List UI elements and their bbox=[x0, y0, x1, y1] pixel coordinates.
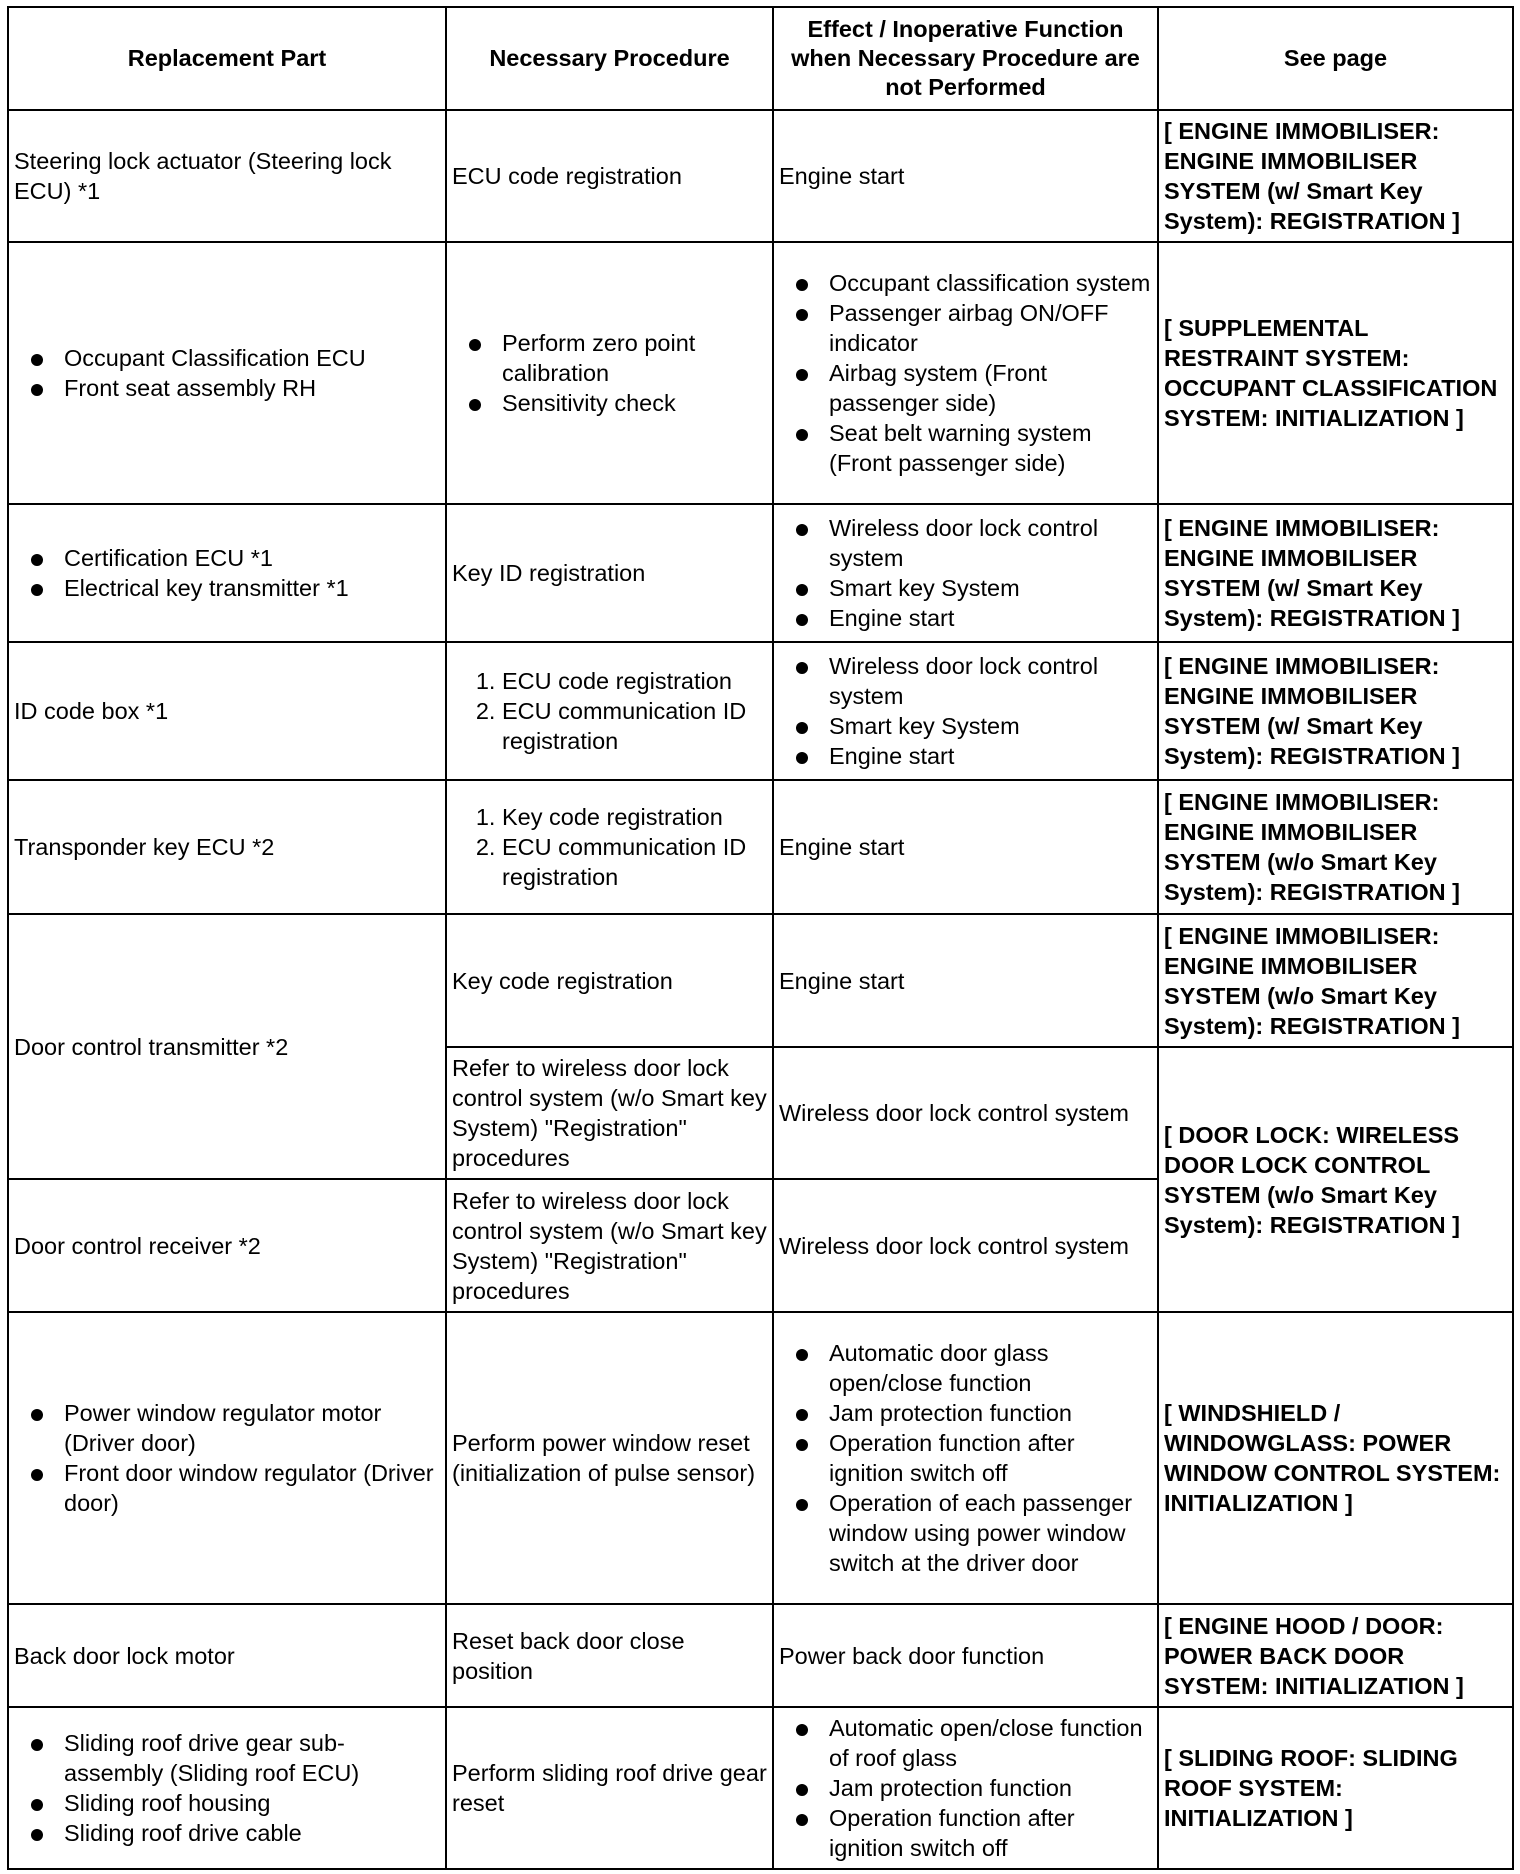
effect-cell bbox=[773, 642, 1158, 780]
list-item: Operation function after ignition switch off bbox=[829, 1428, 1152, 1488]
effect-cell: Wireless door lock control system bbox=[773, 1047, 1158, 1179]
header-row bbox=[8, 7, 1513, 110]
list-item: 2. ECU communication ID registration bbox=[502, 696, 767, 756]
see-page-cell: [ ENGINE IMMOBILISER: ENGINE IMMOBILISER SYSTEM (w/ Smart Key System): REGISTRATION ] bbox=[1158, 642, 1513, 780]
procedure-cell bbox=[446, 780, 773, 914]
part-list bbox=[14, 343, 440, 403]
effect-list bbox=[779, 651, 1152, 771]
table-row bbox=[8, 242, 1513, 504]
table-row bbox=[8, 780, 1513, 914]
see-page-cell: [ SUPPLEMENTAL RESTRAINT SYSTEM: OCCUPANT CLASSIFICATION SYSTEM: INITIALIZATION ] bbox=[1158, 242, 1513, 504]
replacement-part-cell bbox=[8, 504, 446, 642]
see-page-cell: [ ENGINE HOOD / DOOR: POWER BACK DOOR SYSTEM: INITIALIZATION ] bbox=[1158, 1604, 1513, 1707]
see-page-cell: [ DOOR LOCK: WIRELESS DOOR LOCK CONTROL SYSTEM (w/o Smart Key System): REGISTRATION ] bbox=[1158, 1047, 1513, 1312]
list-item: Electrical key transmitter *1 bbox=[64, 573, 440, 603]
list-item: Airbag system (Front passenger side) bbox=[829, 358, 1152, 418]
procedure-cell: Perform power window reset (initialization of pulse sensor) bbox=[446, 1312, 773, 1604]
effect-list bbox=[779, 1713, 1152, 1863]
see-page-cell: [ ENGINE IMMOBILISER: ENGINE IMMOBILISER SYSTEM (w/o Smart Key System): REGISTRATION ] bbox=[1158, 780, 1513, 914]
effect-cell: Engine start bbox=[773, 110, 1158, 242]
replacement-part-cell: Back door lock motor bbox=[8, 1604, 446, 1707]
list-item: Certification ECU *1 bbox=[64, 543, 440, 573]
table-row bbox=[8, 642, 1513, 780]
procedure-cell: Perform sliding roof drive gear reset bbox=[446, 1707, 773, 1869]
list-item: Engine start bbox=[829, 741, 1152, 771]
effect-list bbox=[779, 513, 1152, 633]
list-item: Seat belt warning system (Front passenger side) bbox=[829, 418, 1152, 478]
effect-cell: Power back door function bbox=[773, 1604, 1158, 1707]
replacement-part-cell bbox=[8, 1707, 446, 1869]
see-page-cell: [ ENGINE IMMOBILISER: ENGINE IMMOBILISER SYSTEM (w/o Smart Key System): REGISTRATION ] bbox=[1158, 914, 1513, 1047]
procedure-list bbox=[452, 328, 767, 418]
effect-list bbox=[779, 268, 1152, 478]
procedure-cell: Reset back door close position bbox=[446, 1604, 773, 1707]
list-item: Passenger airbag ON/OFF indicator bbox=[829, 298, 1152, 358]
list-item: Sliding roof housing bbox=[64, 1788, 440, 1818]
procedure-cell: Key code registration bbox=[446, 914, 773, 1047]
replacement-part-cell bbox=[8, 1312, 446, 1604]
list-item: Sliding roof drive gear sub-assembly (Sliding roof ECU) bbox=[64, 1728, 440, 1788]
list-item: Engine start bbox=[829, 603, 1152, 633]
list-item: Automatic open/close function of roof glass bbox=[829, 1713, 1152, 1773]
header-replacement-part: Replacement Part bbox=[8, 7, 446, 110]
procedure-table bbox=[7, 6, 1514, 1870]
list-item: Wireless door lock control system bbox=[829, 513, 1152, 573]
list-item: Occupant Classification ECU bbox=[64, 343, 440, 373]
effect-cell bbox=[773, 504, 1158, 642]
part-list bbox=[14, 1728, 440, 1848]
list-item: 2. ECU communication ID registration bbox=[502, 832, 767, 892]
effect-cell: Engine start bbox=[773, 914, 1158, 1047]
list-item: Smart key System bbox=[829, 573, 1152, 603]
table-row bbox=[8, 1312, 1513, 1604]
list-item: Automatic door glass open/close function bbox=[829, 1338, 1152, 1398]
list-item: 1. ECU code registration bbox=[502, 666, 767, 696]
see-page-cell: [ WINDSHIELD / WINDOWGLASS: POWER WINDOW CONTROL SYSTEM: INITIALIZATION ] bbox=[1158, 1312, 1513, 1604]
list-item: Front seat assembly RH bbox=[64, 373, 440, 403]
procedure-cell bbox=[446, 642, 773, 780]
see-page-cell: [ SLIDING ROOF: SLIDING ROOF SYSTEM: INITIALIZATION ] bbox=[1158, 1707, 1513, 1869]
effect-cell: Wireless door lock control system bbox=[773, 1179, 1158, 1312]
list-item: Operation function after ignition switch off bbox=[829, 1803, 1152, 1863]
header-see-page: See page bbox=[1158, 7, 1513, 110]
procedure-cell: ECU code registration bbox=[446, 110, 773, 242]
list-item: Power window regulator motor (Driver door) bbox=[64, 1398, 440, 1458]
list-item: Perform zero point calibration bbox=[502, 328, 767, 388]
part-list bbox=[14, 543, 440, 603]
part-list bbox=[14, 1398, 440, 1518]
replacement-part-cell: Transponder key ECU *2 bbox=[8, 780, 446, 914]
effect-list bbox=[779, 1338, 1152, 1578]
list-item: Sensitivity check bbox=[502, 388, 767, 418]
list-item: Smart key System bbox=[829, 711, 1152, 741]
list-item: Wireless door lock control system bbox=[829, 651, 1152, 711]
effect-cell bbox=[773, 242, 1158, 504]
procedure-cell: Refer to wireless door lock control system (w/o Smart key System) "Registration" procedures bbox=[446, 1179, 773, 1312]
list-item: Sliding roof drive cable bbox=[64, 1818, 440, 1848]
replacement-part-cell: Door control receiver *2 bbox=[8, 1179, 446, 1312]
list-item: Occupant classification system bbox=[829, 270, 1151, 296]
replacement-part-cell: Door control transmitter *2 bbox=[8, 914, 446, 1179]
replacement-part-cell: Steering lock actuator (Steering lock ECU) *1 bbox=[8, 110, 446, 242]
header-necessary-procedure: Necessary Procedure bbox=[446, 7, 773, 110]
table-row bbox=[8, 914, 1513, 1047]
list-item: Front door window regulator (Driver door) bbox=[64, 1458, 440, 1518]
list-item: Operation of each passenger window using power window switch at the driver door bbox=[829, 1488, 1152, 1578]
effect-cell bbox=[773, 1707, 1158, 1869]
see-page-cell: [ ENGINE IMMOBILISER: ENGINE IMMOBILISER SYSTEM (w/ Smart Key System): REGISTRATION ] bbox=[1158, 110, 1513, 242]
effect-cell: Engine start bbox=[773, 780, 1158, 914]
procedure-steps bbox=[452, 666, 767, 756]
list-item: Jam protection function bbox=[829, 1773, 1152, 1803]
list-item: 1. Key code registration bbox=[502, 802, 767, 832]
replacement-part-cell bbox=[8, 242, 446, 504]
see-page-cell: [ ENGINE IMMOBILISER: ENGINE IMMOBILISER SYSTEM (w/ Smart Key System): REGISTRATION ] bbox=[1158, 504, 1513, 642]
procedure-cell: Refer to wireless door lock control system (w/o Smart key System) "Registration" procedures bbox=[446, 1047, 773, 1179]
replacement-part-cell: ID code box *1 bbox=[8, 642, 446, 780]
procedure-steps bbox=[452, 802, 767, 892]
table-row bbox=[8, 110, 1513, 242]
header-effect: Effect / Inoperative Function when Necessary Procedure are not Performed bbox=[773, 7, 1158, 110]
procedure-cell bbox=[446, 242, 773, 504]
table-row bbox=[8, 1707, 1513, 1869]
table-row bbox=[8, 1604, 1513, 1707]
list-item: Jam protection function bbox=[829, 1398, 1152, 1428]
procedure-cell: Key ID registration bbox=[446, 504, 773, 642]
effect-cell bbox=[773, 1312, 1158, 1604]
table-row bbox=[8, 504, 1513, 642]
